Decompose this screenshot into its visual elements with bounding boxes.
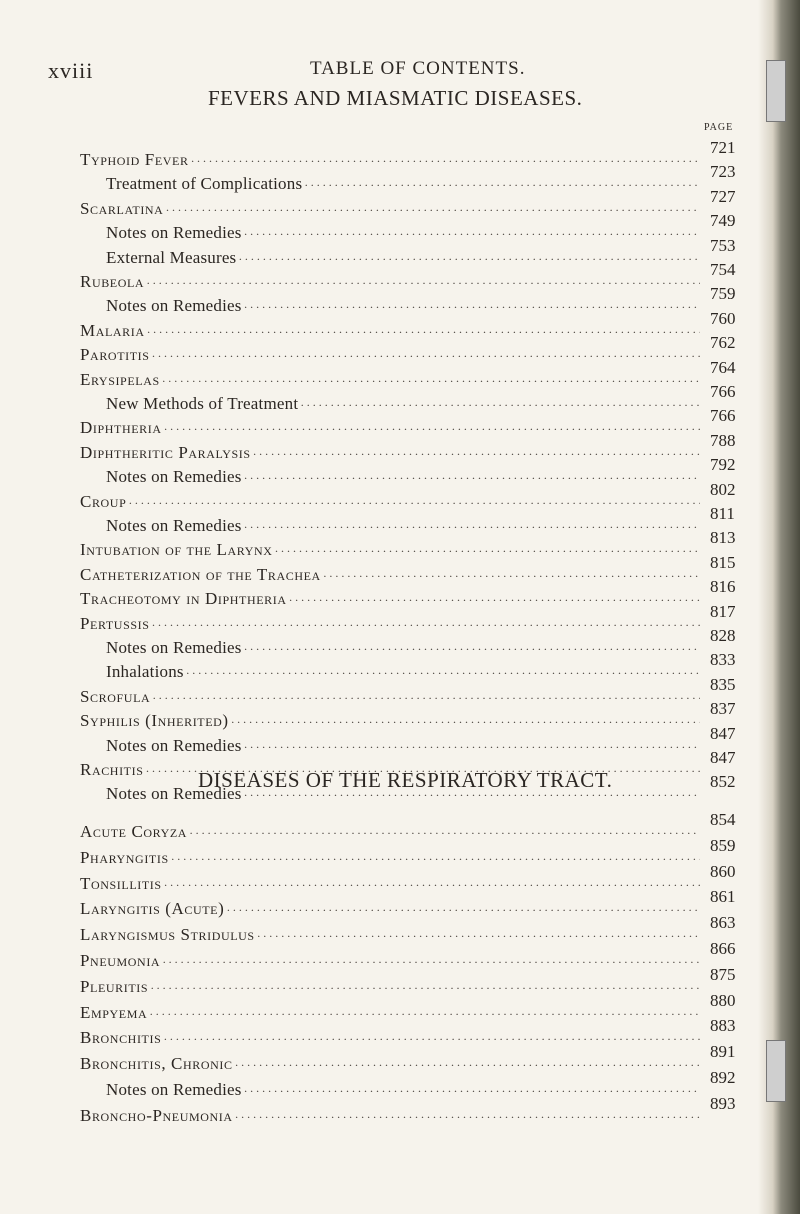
entry-page-number: 802	[710, 479, 736, 499]
dot-leader	[244, 227, 700, 242]
dot-leader	[151, 618, 700, 633]
page-column-label: PAGE	[704, 122, 734, 133]
entry-page-number: 813	[710, 528, 736, 548]
entry-page-number: 766	[710, 406, 736, 426]
dot-leader	[300, 398, 700, 413]
entry-page-number: 721	[710, 138, 736, 157]
dot-leader	[186, 666, 700, 681]
entry-page-number: 754	[710, 260, 736, 279]
entry-title: Notes on Remedies	[106, 223, 242, 243]
entry-title: Rachitis	[80, 760, 144, 779]
entry-title: Laryngismus Stridulus	[80, 925, 255, 945]
entry-page-number: 892	[710, 1068, 736, 1087]
entry-page-number: 861	[710, 887, 736, 907]
dot-leader	[146, 276, 700, 291]
dot-leader	[152, 691, 700, 706]
dot-leader	[165, 203, 700, 218]
page-edge	[758, 0, 800, 1214]
entry-title: Laryngitis (Acute)	[80, 899, 225, 919]
dot-leader	[244, 1084, 700, 1099]
entry-page-number: 727	[710, 186, 736, 206]
dot-leader	[244, 520, 700, 535]
entry-page-number: 852	[710, 772, 736, 792]
entry-page-number: 860	[710, 861, 736, 881]
entry-title: Catheterization of the Trachea	[80, 564, 321, 584]
entry-page-number: 893	[710, 1093, 736, 1113]
dot-leader	[275, 544, 700, 559]
entry-title: Treatment of Complications	[106, 174, 303, 194]
entry-page-number: 753	[710, 235, 736, 255]
section-title: DISEASES OF THE RESPIRATORY TRACT.	[198, 768, 613, 792]
entry-title: Notes on Remedies	[106, 467, 242, 487]
entry-title: Acute Coryza	[80, 822, 188, 841]
entry-page-number: 760	[710, 308, 736, 328]
entry-page-number: 811	[710, 504, 735, 523]
entry-page-number: 835	[710, 674, 736, 694]
entry-page-number: 815	[710, 552, 736, 572]
toc-entry	[80, 1093, 736, 1130]
entry-page-number: 854	[710, 810, 736, 829]
entry-page-number: 859	[710, 835, 736, 855]
dot-leader	[253, 447, 700, 462]
entry-page-number: 816	[710, 577, 736, 597]
dot-leader	[323, 569, 700, 584]
entry-page-number: 847	[710, 748, 736, 767]
edge-mark	[766, 1040, 786, 1102]
entry-title: Malaria	[80, 320, 145, 340]
dot-leader	[231, 715, 700, 730]
entry-page-number: 723	[710, 162, 736, 182]
entry-title: Scarlatina	[80, 198, 164, 218]
entry-title: Pleuritis	[80, 976, 149, 996]
dot-leader	[128, 496, 700, 511]
dot-leader	[163, 1032, 700, 1047]
running-header	[48, 58, 740, 88]
dot-leader	[149, 1007, 700, 1022]
entry-title: Parotitis	[80, 345, 150, 365]
dot-leader	[150, 981, 700, 996]
entry-page-number: 759	[710, 284, 736, 304]
dot-leader	[171, 852, 700, 867]
header-title: TABLE OF CONTENTS.	[310, 58, 526, 79]
entry-title: Notes on Remedies	[106, 296, 242, 316]
entry-page-number: 875	[710, 964, 736, 984]
dot-leader	[226, 903, 700, 918]
entry-page-number: 847	[710, 723, 736, 743]
dot-leader	[191, 154, 700, 169]
entry-title: Notes on Remedies	[106, 516, 242, 535]
toc-subentry	[106, 382, 736, 418]
entry-title: Notes on Remedies	[106, 784, 242, 804]
entry-page-number: 880	[710, 990, 736, 1010]
entry-title: Notes on Remedies	[106, 638, 242, 657]
entry-title: Broncho-Pneumonia	[80, 1105, 233, 1125]
dot-leader	[289, 593, 700, 608]
entry-title: New Methods of Treatment	[106, 394, 299, 413]
dot-leader	[244, 642, 700, 657]
entry-title: Pneumonia	[80, 951, 161, 970]
dot-leader	[162, 955, 700, 970]
dot-leader	[147, 325, 700, 340]
entry-title: Erysipelas	[80, 369, 160, 389]
dot-leader	[235, 1058, 700, 1073]
entry-title: Inhalations	[106, 662, 184, 682]
entry-title: Syphilis (Inherited)	[80, 711, 229, 731]
entry-title: Diphtheria	[80, 418, 162, 438]
dot-leader	[164, 878, 700, 893]
entry-title: Typhoid Fever	[80, 150, 189, 169]
entry-title: Notes on Remedies	[106, 1080, 242, 1099]
dot-leader	[164, 422, 700, 437]
entry-page-number: 817	[710, 601, 736, 621]
entry-title: Pharyngitis	[80, 847, 169, 867]
entry-page-number: 788	[710, 430, 736, 450]
entry-title: Empyema	[80, 1002, 148, 1022]
entry-page-number: 762	[710, 333, 736, 353]
entry-title: Tonsillitis	[80, 873, 162, 893]
dot-leader	[238, 252, 700, 267]
dot-leader	[235, 1110, 700, 1125]
entry-title: Tracheotomy in Diphtheria	[80, 589, 287, 609]
entry-title: External Measures	[106, 247, 237, 267]
entry-title: Notes on Remedies	[106, 735, 242, 755]
page-folio: xviii	[48, 58, 94, 83]
entry-page-number: 891	[710, 1042, 736, 1062]
entry-page-number: 792	[710, 455, 736, 475]
toc-subentry	[106, 723, 736, 760]
dot-leader	[304, 178, 700, 193]
section-title: FEVERS AND MIASMATIC DISEASES.	[208, 86, 583, 110]
entry-title: Croup	[80, 491, 127, 511]
dot-leader	[244, 740, 700, 755]
dot-leader	[257, 929, 700, 944]
entry-page-number: 837	[710, 699, 736, 719]
entry-title: Bronchitis, Chronic	[80, 1054, 233, 1074]
entry-page-number: 766	[710, 382, 736, 401]
entry-title: Rubeola	[80, 272, 145, 291]
dot-leader	[152, 349, 700, 364]
entry-page-number: 863	[710, 913, 736, 933]
entry-page-number: 833	[710, 650, 736, 670]
dot-leader	[189, 826, 700, 841]
entry-title: Diphtheritic Paralysis	[80, 442, 251, 462]
entry-page-number: 749	[710, 211, 736, 231]
entry-page-number: 883	[710, 1016, 736, 1036]
dot-leader	[244, 471, 700, 486]
entry-title: Scrofula	[80, 686, 151, 706]
entry-title: Bronchitis	[80, 1028, 162, 1048]
entry-title: Pertussis	[80, 613, 150, 633]
edge-mark	[766, 60, 786, 122]
dot-leader	[244, 300, 700, 315]
entry-page-number: 866	[710, 939, 736, 958]
entry-page-number: 764	[710, 357, 736, 377]
entry-page-number: 828	[710, 626, 736, 645]
dot-leader	[162, 374, 700, 389]
entry-title: Intubation of the Larynx	[80, 540, 273, 560]
